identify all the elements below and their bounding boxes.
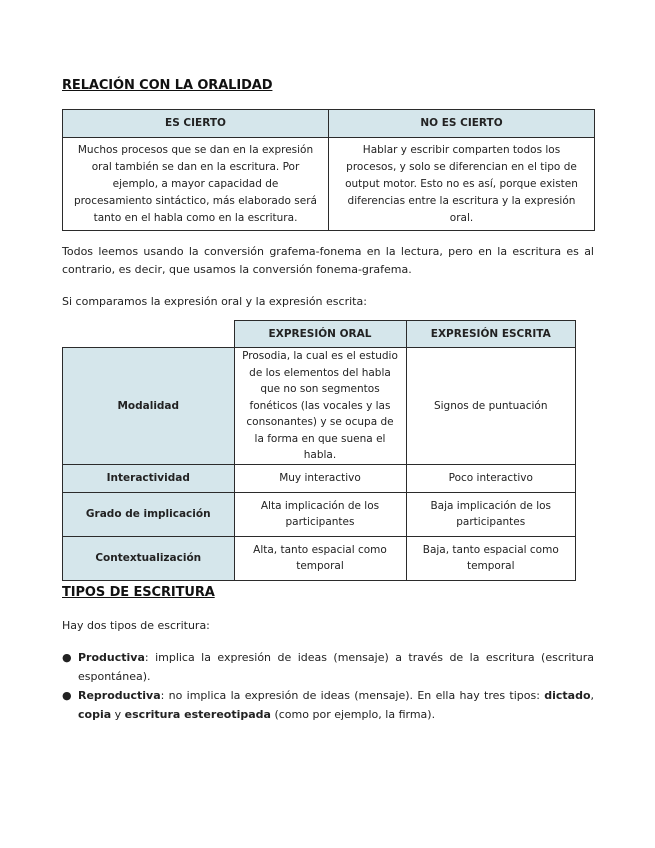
section-title-relacion: RELACIÓN CON LA ORALIDAD [62,78,273,93]
list-item [62,648,594,686]
cell-es-cierto: Muchos procesos que se dan en la expresión oral también se dan en la escritura. Por ejemplo, a mayor capacidad de procesamiento sintáctico, más elaborado será tanto en el habla como en la escritura. [63,138,329,231]
cell-oral: Prosodia, la cual es el estudio de los elementos del habla que no son segmentos fonéticos (las vocales y las consonantes) y se ocupa de la forma en que suena el habla. [234,348,406,465]
cell-escrita: Poco interactivo [406,464,576,492]
row-label: Grado de implicación [63,492,235,536]
cierto-table [62,109,595,231]
separator: , [590,689,594,702]
term-copia: copia [78,708,112,721]
term-reproductiva: Reproductiva [78,689,161,702]
comparison-table [62,320,576,581]
header-expresion-oral: EXPRESIÓN ORAL [234,321,406,348]
bullet-icon: ● [62,689,72,702]
row-label: Contextualización [63,536,235,580]
table-row [63,464,576,492]
header-no-es-cierto: NO ES CIERTO [329,110,595,138]
table-row [63,492,576,536]
cell-escrita: Baja, tanto espacial como temporal [406,536,576,580]
empty-corner-cell [63,321,235,348]
separator: y [111,708,125,721]
term-dictado: dictado [544,689,591,702]
row-label: Modalidad [63,348,235,465]
cell-escrita: Baja implicación de los participantes [406,492,576,536]
cell-no-es-cierto: Hablar y escribir comparten todos los procesos, y solo se diferencian en el tipo de output motor. Esto no es así, porque existen diferencias entre la escritura y la expresión oral. [329,138,595,231]
cell-escrita: Signos de puntuación [406,348,576,465]
term-estereotipada: escritura estereotipada [124,708,271,721]
paragraph-tipos-intro: Hay dos tipos de escritura: [62,619,210,632]
bullet-icon: ● [62,651,72,664]
cell-oral: Alta implicación de los participantes [234,492,406,536]
writing-types-list [62,648,594,724]
cell-oral: Muy interactivo [234,464,406,492]
table-row [63,536,576,580]
productiva-text: : implica la expresión de ideas (mensaje) a través de la escritura (escritura espontánea). [78,651,594,683]
row-label: Interactividad [63,464,235,492]
section-title-tipos: TIPOS DE ESCRITURA [62,585,215,600]
term-productiva: Productiva [78,651,145,664]
paragraph-conversion: Todos leemos usando la conversión grafema-fonema en la lectura, pero en la escritura es al contrario, es decir, que usamos la conversión fonema-grafema. [62,245,594,276]
reproductiva-tail: (como por ejemplo, la firma). [270,708,436,721]
header-expresion-escrita: EXPRESIÓN ESCRITA [406,321,576,348]
table-row [63,348,576,465]
cell-oral: Alta, tanto espacial como temporal [234,536,406,580]
paragraph-comparamos: Si comparamos la expresión oral y la expresión escrita: [62,295,367,308]
header-es-cierto: ES CIERTO [63,110,329,138]
reproductiva-text: : no implica la expresión de ideas (mensaje). En ella hay tres tipos: [160,689,545,702]
list-item [62,686,594,724]
